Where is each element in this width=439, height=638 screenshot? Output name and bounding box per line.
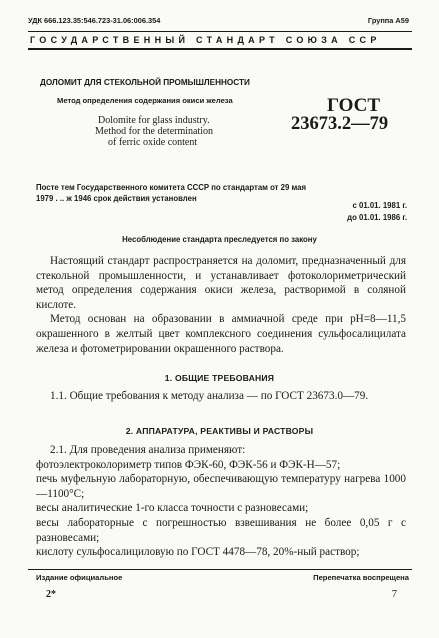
state-standard-banner: ГОСУДАРСТВЕННЫЙ СТАНДАРТ СОЮЗА ССР — [30, 35, 381, 45]
section-2-intro: 2.1. Для проведения анализа применяют: — [50, 444, 246, 456]
sheet-mark: 2* — [46, 589, 56, 600]
penalty-notice: Несоблюдение стандарта преследуется по закону — [122, 235, 317, 244]
udc-code: УДК 666.123.35:546.723-31.06:006.354 — [28, 16, 161, 25]
list-item: весы лабораторные с погрешностью взвешивания не более 0,05 г с разновесами; — [36, 516, 406, 544]
section-1-paragraph: 1.1. Общие требования к методу анализа — по ГОСТ 23673.0—79. — [50, 390, 369, 402]
intro-block — [36, 254, 406, 356]
page-number: 7 — [391, 589, 397, 600]
section-2-heading: 2. АППАРАТУРА, РЕАКТИВЫ И РАСТВОРЫ — [125, 426, 314, 436]
reprint-prohibited-label: Перепечатка воспрещена — [313, 573, 409, 582]
list-item: кислоту сульфосалициловую по ГОСТ 4478—78, 20%-ный раствор; — [36, 546, 360, 559]
header-rule-bottom — [28, 48, 412, 50]
section-1-heading: 1. ОБЩИЕ ТРЕБОВАНИЯ — [164, 373, 275, 383]
decree-line-1: Посте тем Государственного комитета СССР по стандартам от 29 мая — [36, 183, 307, 192]
title-en-2: Method for the determination — [95, 126, 214, 137]
intro-paragraph-2: Метод основан на образовании в аммиачной среде при pH=8—11,5 окрашенного в желтый цвет комплексного соединения сульфосалицилата железа и фотометрировании окрашенного раствора. — [36, 313, 406, 355]
section-2-body — [36, 443, 406, 560]
title-en-3: of ferric oxide content — [108, 137, 198, 148]
section-1-body — [36, 389, 406, 404]
list-item: печь муфельную лабораторную, обеспечивающую температуру нагрева 1000—1100°С; — [36, 473, 406, 500]
footer-rule — [28, 569, 412, 570]
list-item: фотоэлектроколориметр типов ФЭК-60, ФЭК-56 и ФЭК-Н—57; — [36, 458, 341, 471]
validity-from: с 01.01. 1981 г. — [352, 201, 407, 210]
header-rule-top — [28, 31, 412, 32]
subtitle-ru: Метод определения содержания окиси железа — [57, 96, 233, 105]
validity-to: до 01.01. 1986 г. — [347, 213, 407, 222]
decree-line-2: 1979 . .. ж 1946 срок действия установлен — [36, 194, 197, 203]
gost-number: 23673.2—79 — [291, 114, 389, 134]
gost-label: ГОСТ — [327, 95, 381, 116]
group-code: Группа А59 — [367, 16, 409, 25]
official-edition-label: Издание официальное — [36, 573, 123, 582]
list-item: весы аналитические 1-го класса точности с разновесами; — [36, 502, 309, 515]
intro-paragraph-1: Настоящий стандарт распространяется на доломит, предназначенный для стекольной промышленности, и устанавливает фотоколориметрический метод определения содержания окиси железа, растворимой в соляной кислоте. — [36, 255, 406, 311]
title-ru: ДОЛОМИТ ДЛЯ СТЕКОЛЬНОЙ ПРОМЫШЛЕННОСТИ — [40, 78, 250, 87]
title-en-1: Dolomite for glass industry. — [98, 115, 210, 126]
